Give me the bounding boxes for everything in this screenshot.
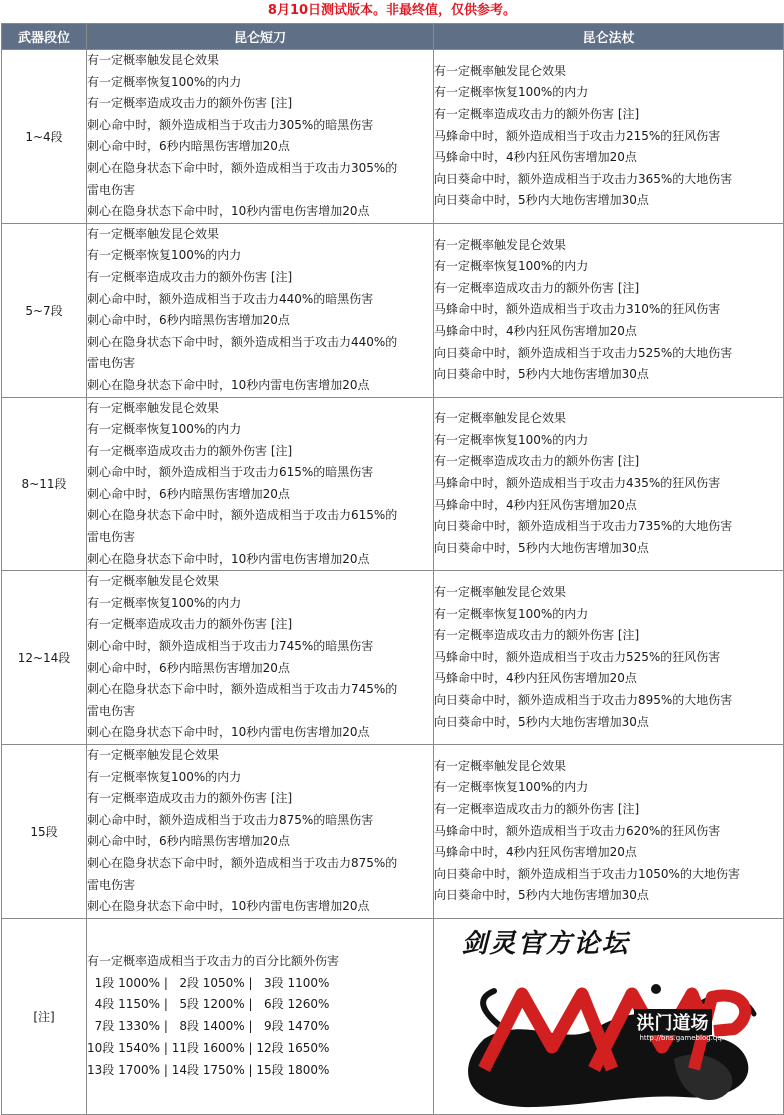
staff-effect-line: 马蜂命中时，额外造成相当于攻击力310%的狂风伤害 [434, 302, 721, 317]
note-line: 1段 1000% | 2段 1050% | 3段 1100% [87, 975, 330, 990]
staff-effects [434, 571, 784, 745]
dagger-effect-line: 雷电伤害 [87, 356, 136, 371]
dagger-effect-line: 刺心命中时，额外造成相当于攻击力745%的暗黑伤害 [87, 639, 374, 654]
tier-label: 1~4段 [2, 50, 87, 224]
header-staff: 昆仑法杖 [434, 24, 784, 50]
staff-effect-line: 马蜂命中时，4秒内狂风伤害增加20点 [434, 150, 637, 165]
dagger-effect-line: 雷电伤害 [87, 703, 136, 718]
staff-effect-line: 有一定概率恢复100%的内力 [434, 780, 589, 795]
table-row [2, 397, 784, 571]
staff-effects [434, 50, 784, 224]
note-line: 4段 1150% | 5段 1200% | 6段 1260% [87, 997, 330, 1012]
staff-effects [434, 745, 784, 919]
staff-effect-line: 向日葵命中时，5秒内大地伤害增加30点 [434, 888, 649, 903]
dagger-effect-line: 刺心在隐身状态下命中时，10秒内雷电伤害增加20点 [87, 899, 370, 914]
dagger-effect-line: 有一定概率恢复100%的内力 [87, 248, 242, 263]
dagger-effect-line: 刺心命中时，6秒内暗黑伤害增加20点 [87, 139, 290, 154]
dagger-effects [87, 223, 434, 397]
note-line: 13段 1700% | 14段 1750% | 15段 1800% [87, 1062, 330, 1077]
tier-label: 5~7段 [2, 223, 87, 397]
dagger-effect-line: 刺心命中时，6秒内暗黑伤害增加20点 [87, 486, 290, 501]
dagger-effects [87, 571, 434, 745]
forum-logo [444, 919, 774, 1114]
table-row [2, 745, 784, 919]
dagger-effect-line: 雷电伤害 [87, 530, 136, 545]
dagger-effect-line: 有一定概率造成攻击力的额外伤害 [注] [87, 269, 293, 284]
weapon-tier-table [1, 23, 784, 1115]
dagger-effect-line: 有一定概率恢复100%的内力 [87, 422, 242, 437]
staff-effect-line: 有一定概率触发昆仑效果 [434, 585, 567, 600]
note-label: [注] [2, 918, 87, 1114]
staff-effect-line: 有一定概率恢复100%的内力 [434, 259, 589, 274]
dagger-effect-line: 刺心在隐身状态下命中时，额外造成相当于攻击力440%的 [87, 334, 398, 349]
tier-label: 12~14段 [2, 571, 87, 745]
dagger-effect-line: 刺心在隐身状态下命中时，10秒内雷电伤害增加20点 [87, 725, 370, 740]
note-intro: 有一定概率造成相当于攻击力的百分比额外伤害 [87, 953, 340, 968]
dagger-effect-line: 有一定概率恢复100%的内力 [87, 769, 242, 784]
staff-effect-line: 有一定概率恢复100%的内力 [434, 85, 589, 100]
forum-logo-cell [434, 918, 784, 1114]
note-line: 10段 1540% | 11段 1600% | 12段 1650% [87, 1041, 330, 1056]
staff-effect-line: 向日葵命中时，额外造成相当于攻击力1050%的大地伤害 [434, 866, 740, 881]
logo-title: 剑灵官方论坛 [461, 928, 630, 959]
tier-label: 8~11段 [2, 397, 87, 571]
dagger-effect-line: 刺心命中时，6秒内暗黑伤害增加20点 [87, 834, 290, 849]
dagger-effect-line: 有一定概率触发昆仑效果 [87, 400, 220, 415]
staff-effect-line: 向日葵命中时，5秒内大地伤害增加30点 [434, 540, 649, 555]
dagger-effect-line: 有一定概率恢复100%的内力 [87, 74, 242, 89]
dagger-effect-line: 有一定概率造成攻击力的额外伤害 [注] [87, 96, 293, 111]
dagger-effect-line: 刺心在隐身状态下命中时，额外造成相当于攻击力875%的 [87, 855, 398, 870]
note-line: 7段 1330% | 8段 1400% | 9段 1470% [87, 1019, 330, 1034]
staff-effect-line: 有一定概率造成攻击力的额外伤害 [注] [434, 106, 640, 121]
staff-effects [434, 223, 784, 397]
dagger-effect-line: 刺心在隐身状态下命中时，10秒内雷电伤害增加20点 [87, 551, 370, 566]
staff-effect-line: 有一定概率触发昆仑效果 [434, 63, 567, 78]
dagger-effect-line: 刺心命中时，额外造成相当于攻击力440%的暗黑伤害 [87, 291, 374, 306]
staff-effect-line: 马蜂命中时，额外造成相当于攻击力435%的狂风伤害 [434, 476, 721, 491]
dagger-effect-line: 刺心在隐身状态下命中时，10秒内雷电伤害增加20点 [87, 377, 370, 392]
staff-effect-line: 向日葵命中时，额外造成相当于攻击力365%的大地伤害 [434, 171, 733, 186]
staff-effect-line: 向日葵命中时，5秒内大地伤害增加30点 [434, 367, 649, 382]
version-notice: 8月10日测试版本。非最终值，仅供参考。 [267, 3, 517, 18]
dagger-effect-line: 刺心在隐身状态下命中时，额外造成相当于攻击力745%的 [87, 682, 398, 697]
header-tier: 武器段位 [2, 24, 87, 50]
staff-effect-line: 有一定概率恢复100%的内力 [434, 432, 589, 447]
staff-effect-line: 马蜂命中时，额外造成相当于攻击力620%的狂风伤害 [434, 823, 721, 838]
dagger-effect-line: 有一定概率触发昆仑效果 [87, 53, 220, 67]
dagger-effects [87, 397, 434, 571]
table-row [2, 571, 784, 745]
staff-effect-line: 有一定概率触发昆仑效果 [434, 411, 567, 426]
staff-effect-line: 有一定概率恢复100%的内力 [434, 606, 589, 621]
table-body [2, 50, 784, 1115]
tier-label: 15段 [2, 745, 87, 919]
staff-effect-line: 有一定概率造成攻击力的额外伤害 [注] [434, 454, 640, 469]
staff-effect-line: 马蜂命中时，额外造成相当于攻击力525%的狂风伤害 [434, 649, 721, 664]
dagger-effect-line: 刺心在隐身状态下命中时，10秒内雷电伤害增加20点 [87, 204, 370, 219]
staff-effect-line: 有一定概率造成攻击力的额外伤害 [注] [434, 280, 640, 295]
staff-effect-line: 向日葵命中时，额外造成相当于攻击力895%的大地伤害 [434, 693, 733, 708]
staff-effect-line: 有一定概率造成攻击力的额外伤害 [注] [434, 801, 640, 816]
header-row [2, 24, 784, 50]
staff-effect-line: 向日葵命中时，5秒内大地伤害增加30点 [434, 714, 649, 729]
dagger-effects [87, 745, 434, 919]
dagger-effect-line: 有一定概率触发昆仑效果 [87, 226, 220, 241]
table-row [2, 50, 784, 224]
logo-subtitle: 洪门道场 [634, 1009, 712, 1035]
header-dagger: 昆仑短刀 [87, 24, 434, 50]
dagger-effect-line: 刺心命中时，额外造成相当于攻击力615%的暗黑伤害 [87, 465, 374, 480]
table-row [2, 223, 784, 397]
staff-effect-line: 向日葵命中时，额外造成相当于攻击力735%的大地伤害 [434, 519, 733, 534]
staff-effect-line: 马蜂命中时，4秒内狂风伤害增加20点 [434, 671, 637, 686]
staff-effect-line: 向日葵命中时，5秒内大地伤害增加30点 [434, 193, 649, 208]
dagger-effect-line: 刺心命中时，6秒内暗黑伤害增加20点 [87, 660, 290, 675]
dagger-effect-line: 刺心命中时，6秒内暗黑伤害增加20点 [87, 313, 290, 328]
dagger-effects [87, 50, 434, 224]
dagger-effect-line: 有一定概率造成攻击力的额外伤害 [注] [87, 443, 293, 458]
dagger-effect-line: 有一定概率触发昆仑效果 [87, 748, 220, 762]
staff-effect-line: 有一定概率造成攻击力的额外伤害 [注] [434, 628, 640, 643]
note-row [2, 918, 784, 1114]
staff-effect-line: 有一定概率触发昆仑效果 [434, 758, 567, 773]
dagger-effect-line: 刺心在隐身状态下命中时，额外造成相当于攻击力615%的 [87, 508, 398, 523]
dagger-effect-line: 雷电伤害 [87, 182, 136, 197]
note-content [87, 918, 434, 1114]
staff-effect-line: 马蜂命中时，4秒内狂风伤害增加20点 [434, 323, 637, 338]
logo-url: http://bns.gameblog.qq.com [639, 1033, 739, 1042]
dagger-effect-line: 刺心命中时，额外造成相当于攻击力875%的暗黑伤害 [87, 812, 374, 827]
dagger-effect-line: 有一定概率造成攻击力的额外伤害 [注] [87, 617, 293, 632]
staff-effects [434, 397, 784, 571]
dagger-effect-line: 刺心命中时，额外造成相当于攻击力305%的暗黑伤害 [87, 117, 374, 132]
staff-effect-line: 马蜂命中时，4秒内狂风伤害增加20点 [434, 845, 637, 860]
dagger-effect-line: 有一定概率恢复100%的内力 [87, 595, 242, 610]
staff-effect-line: 有一定概率触发昆仑效果 [434, 237, 567, 252]
staff-effect-line: 马蜂命中时，额外造成相当于攻击力215%的狂风伤害 [434, 128, 721, 143]
dagger-effect-line: 刺心在隐身状态下命中时，额外造成相当于攻击力305%的 [87, 160, 398, 175]
staff-effect-line: 马蜂命中时，4秒内狂风伤害增加20点 [434, 497, 637, 512]
staff-effect-line: 向日葵命中时，额外造成相当于攻击力525%的大地伤害 [434, 345, 733, 360]
dagger-effect-line: 有一定概率造成攻击力的额外伤害 [注] [87, 791, 293, 806]
dagger-effect-line: 有一定概率触发昆仑效果 [87, 574, 220, 589]
dagger-effect-line: 雷电伤害 [87, 877, 136, 892]
